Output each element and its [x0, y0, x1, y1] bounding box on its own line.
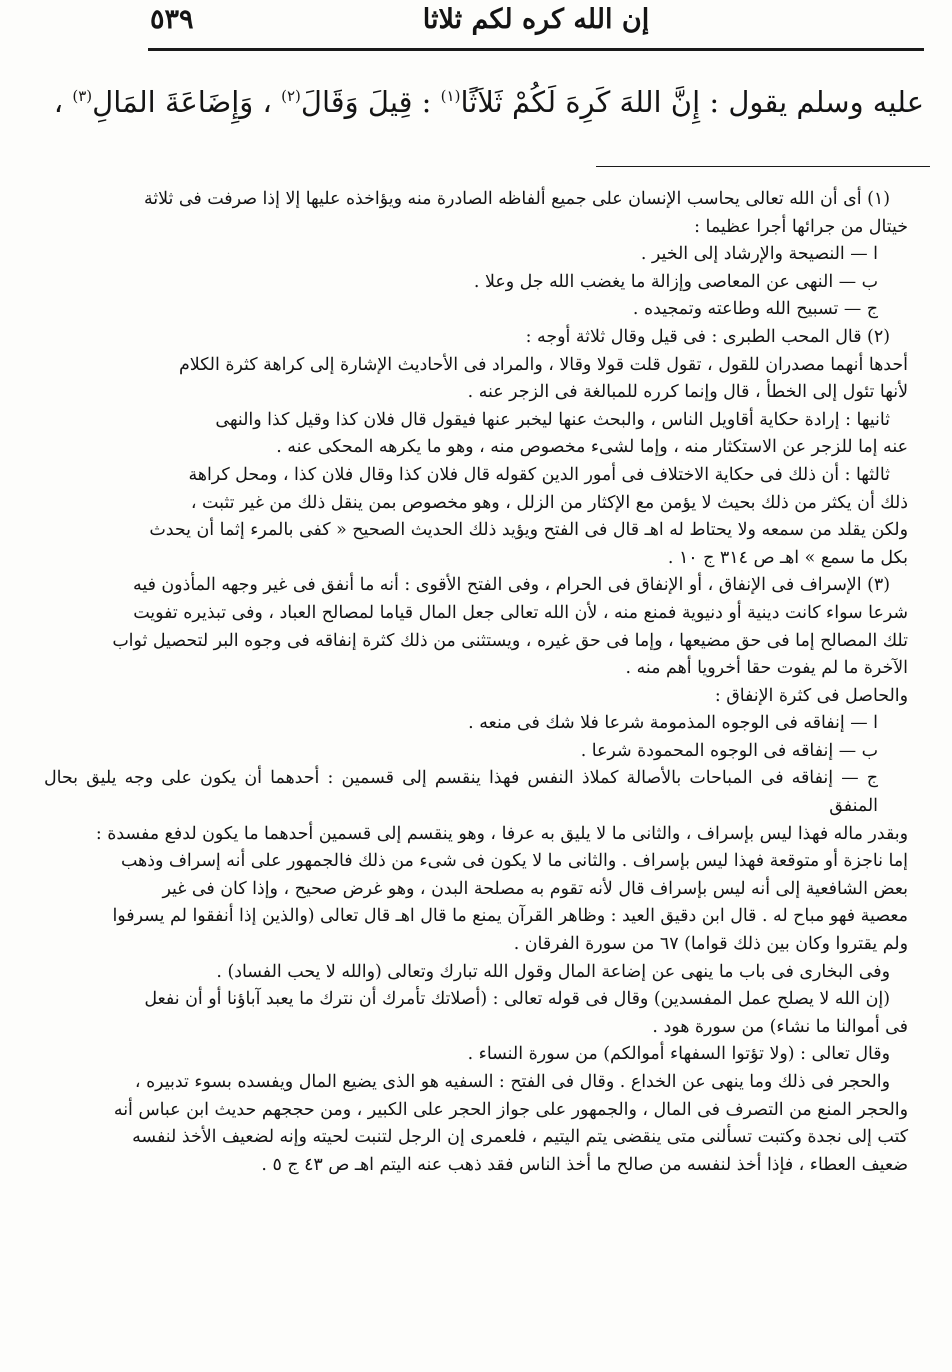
footnote-line: إما ناجزة أو متوقعة فهذا ليس بإسراف . والثانى ما لا يكون فى شىء من ذلك فالجمهور على أنه إسراف وذهب: [120, 851, 908, 872]
footnote-list-item: ا — إنفاقه فى الوجوه المذمومة شرعا فلا شك فى منعه .: [468, 713, 878, 734]
footnote-separator: [596, 166, 930, 167]
page-number: ٥٣٩: [150, 4, 194, 35]
footnotes-block: [44, 186, 908, 1366]
footnote-marker-3: (٣): [72, 87, 93, 105]
footnote-line: بكل ما سمع » اهـ ص ٣١٤ ج ١٠ .: [667, 547, 908, 568]
footnote-line: تلك المصالح إما فى حق مضيعها ، وإما فى حق غيره ، ويستثنى من ذلك كثرة إنفاقه فى وجوه البر لتحصيل ثواب: [112, 630, 908, 651]
footnote-line: (إن الله لا يصلح عمل المفسدين) وقال فى قوله تعالى : (أصلاتك تأمرك أن نترك ما يعبد آباؤنا أو أن نفعل: [144, 989, 890, 1010]
footnote-line: والحاصل فى كثرة الإنفاق :: [714, 685, 908, 706]
footnote-line: فى أموالنا ما نشاء) من سورة هود .: [652, 1016, 908, 1037]
hadith-text-part: ، وَإِضَاعَةَ المَالِ: [92, 85, 282, 119]
footnote-list-item: ج — إنفاقه فى المباحات بالأصالة كملاذ النفس فهذا ينقسم إلى قسمين : أحدهما أن يكون على وجه يليق بحال المنفق: [44, 768, 878, 817]
footnote-list-item: ب — إنفاقه فى الوجوه المحمودة شرعا .: [580, 740, 878, 761]
footnote-line: (١) أى أن الله تعالى يحاسب الإنسان على جميع ألفاظه الصادرة منه ويؤاخذه عليها إلا إذا صرفت فى ثلاثة: [143, 189, 890, 209]
footnote-line: ولكن يقلد من سمعه ولا يحتاط له اهـ قال فى الفتح ويؤيد ذلك الحديث الصحيح « كفى بالمرء إثما أن يحدث: [149, 520, 908, 541]
footnote-line: (٣) الإسراف فى الإنفاق ، أو الإنفاق فى الحرام ، وفى الفتح الأقوى : أنه ما أنفق فى غير وجهه المأذون فيه: [133, 575, 890, 596]
footnote-line: ولم يقتروا وكان بين ذلك قواما) ٦٧ من سورة الفرقان .: [513, 934, 908, 955]
footnote-line: (٢) قال المحب الطبرى : فى قيل وقال ثلاثة أوجه :: [525, 326, 890, 347]
footnote-line: ثالثها : أن ذلك فى حكاية الاختلاف فى أمور الدين كقوله قال فلان كذا وقال فلان كذا ، ومحل كراهة: [188, 464, 890, 485]
footnote-line: الآخرة ما لم يفوت حقا أخرويا أهم منه .: [625, 658, 908, 679]
footnote-marker-1: (١): [440, 87, 461, 105]
footnote-list-item: ج — تسبيح الله وطاعته وتمجيده .: [632, 299, 878, 320]
footnote-line: وفى البخارى فى باب ما ينهى عن إضاعة المال وقول الله تبارك وتعالى (والله لا يحب الفساد) .: [216, 961, 890, 982]
footnote-line: والحجر المنع من التصرف فى المال ، والجمهور على جواز الحجر على الكبير ، ومن حججهم حديث ابن عباس أنه: [113, 1099, 908, 1120]
footnote-line: كتب إلى نجدة وكتبت تسألنى متى ينقضى يتم اليتيم ، فلعمرى إن الرجل لتنبت لحيته وإنه لضعيف الأخذ لنفسه: [132, 1127, 908, 1148]
footnote-list-item: ب — النهى عن المعاصى وإزالة ما يغضب الله جل وعلا .: [473, 271, 878, 292]
footnote-line: بعض الشافعية إلى أنه ليس بإسراف قال لأنه تقوم به مصلحة البدن ، وهو غرض صحيح ، وإذا كان فى غير: [162, 878, 908, 899]
footnote-line: لأنها تئول إلى الخطأ ، قال وإنما كرره للمبالغة فى الزجر عنه .: [467, 382, 908, 403]
footnote-line: ضعيف العطاء ، فإذا أخذ لنفسه من صالح ما أخذ الناس فقد ذهب عنه اليتم اهـ ص ٤٣ ج ٥ .: [261, 1154, 908, 1175]
footnote-line: ذلك أن يكثر من ذلك بحيث لا يؤمن مع الإكثار من الزلل ، وهو مخصوص بمن ينقل ذلك من غير تثبت ،: [190, 492, 908, 513]
running-head: [150, 4, 922, 44]
footnote-list-item: ا — النصيحة والإرشاد إلى الخير .: [640, 244, 878, 265]
footnote-line: والحجر فى ذلك وما ينهى عن الخداع . وقال فى الفتح : السفيه هو الذى يضيع المال ويفسده بسوء تدبيره ،: [134, 1072, 890, 1092]
hadith-text-part: : قِيلَ وَقَالَ: [300, 85, 441, 119]
footnote-line: عنه إما للزجر عن الاستكثار منه ، وإما لشىء مخصوص منه ، وهو ما يكرهه المحكى عنه .: [276, 437, 908, 458]
running-title: إن الله كره لكم ثلاثا: [422, 4, 650, 35]
footnote-line: وقال تعالى : (ولا تؤتوا السفهاء أموالكم) من سورة النساء .: [467, 1044, 890, 1065]
hadith-text-part: ،: [53, 85, 73, 119]
hadith-text-line: [53, 74, 924, 130]
footnote-line: ثانيها : إرادة حكاية أقاويل الناس ، والبحث عنها ليخبر عنها فيقول قال فلان كذا وقيل كذا والنهى: [215, 409, 890, 430]
footnote-marker-2: (٢): [281, 87, 301, 105]
header-rule: [148, 48, 924, 51]
footnote-line: خيتال من جرائها أجرا عظيما :: [694, 216, 908, 237]
hadith-text-part: عليه وسلم يقول : إِنَّ اللهَ كَرِهَ لَكُمْ ثَلاَثًا: [460, 85, 924, 119]
footnote-line: شرعا سواء كانت دينية أو دنيوية فمنع منه ، لأن الله تعالى جعل المال قياما لمصالح العباد ، وفى تبذيره تفويت: [133, 602, 908, 623]
footnote-line: معصية فهو مباح له . قال ابن دقيق العيد : وظاهر القرآن يمنع ما قال اهـ قال تعالى (والذين إذا أنفقوا لم يسرفوا: [112, 906, 908, 927]
footnote-line: وبقدر ماله فهذا ليس بإسراف ، والثانى ما لا يليق به عرفا ، وهو ينقسم إلى قسمين أحدهما ما يكون لدفع مفسدة :: [95, 823, 908, 844]
footnote-line: أحدها أنهما مصدران للقول ، تقول قلت قولا وقالا ، والمراد فى الأحاديث الإشارة إلى كراهة كثرة الكلام: [178, 354, 908, 375]
